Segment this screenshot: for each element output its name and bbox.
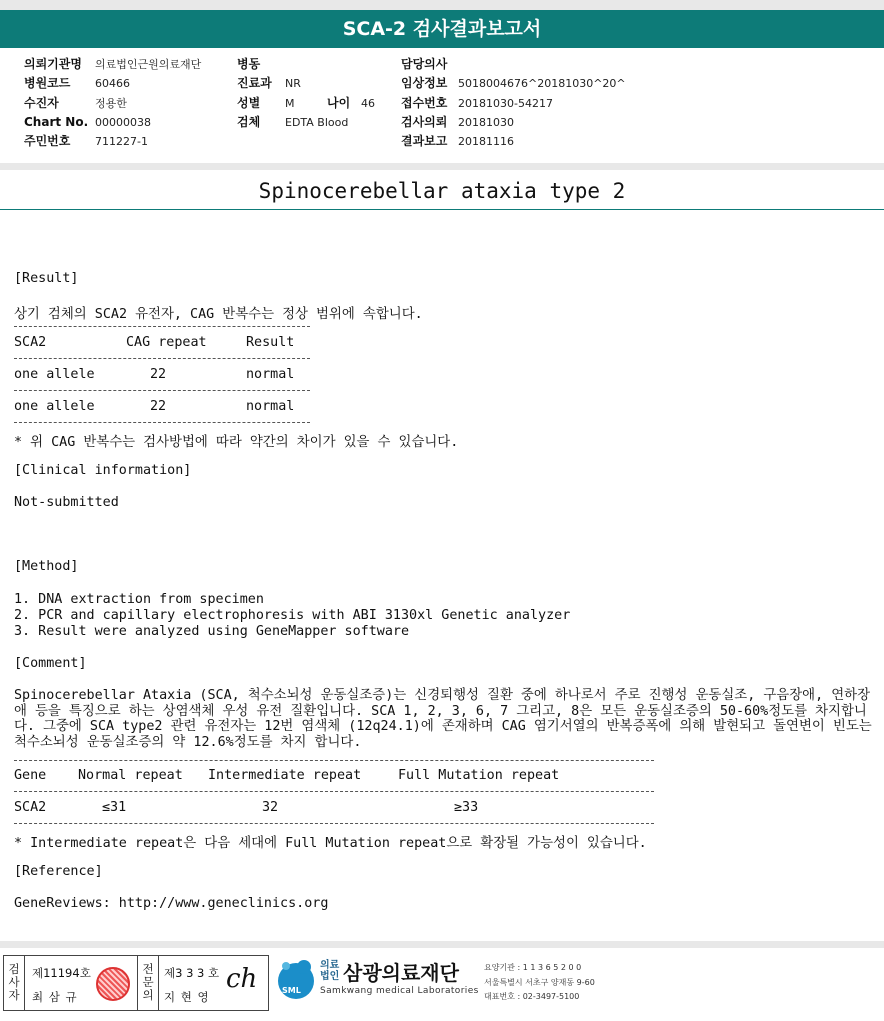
specimen-label: 검체 bbox=[237, 114, 261, 129]
clinical-heading: [Clinical information] bbox=[14, 463, 192, 478]
table-divider bbox=[14, 791, 654, 792]
clinical-text: Not-submitted bbox=[14, 495, 119, 510]
info-column-3 bbox=[401, 55, 626, 151]
contact-line-3: 대표번호 : 02-3497-5100 bbox=[484, 992, 580, 1001]
clinical-info-value: 5018004676^20181030^20^ bbox=[458, 77, 626, 91]
logo-english: Samkwang medical Laboratories bbox=[320, 986, 479, 996]
sex-label: 성별 bbox=[237, 95, 261, 110]
seal-stamp-icon bbox=[96, 967, 130, 1001]
result-row2-result: normal bbox=[246, 399, 295, 414]
sig-divider bbox=[158, 956, 159, 1010]
age-value: 46 bbox=[361, 96, 375, 110]
doctor-label: 담당의사 bbox=[401, 57, 448, 71]
reviewer-number: 제3 3 3 호 bbox=[164, 966, 220, 980]
info-column-2 bbox=[237, 55, 375, 132]
table-divider bbox=[14, 390, 310, 391]
result-row2-repeat: 22 bbox=[150, 399, 167, 414]
result-row1-allele: one allele bbox=[14, 367, 95, 382]
comment-col-gene: Gene bbox=[14, 768, 47, 783]
method-item-3: 3. Result were analyzed using GeneMapper software bbox=[14, 624, 410, 639]
comment-row-full: ≥33 bbox=[454, 800, 479, 815]
age-label: 나이 bbox=[327, 95, 351, 110]
table-divider bbox=[14, 358, 310, 359]
result-summary: 상기 검체의 SCA2 유전자, CAG 반복수는 정상 범위에 속합니다. bbox=[14, 307, 423, 322]
logo-badge-text: SML bbox=[282, 986, 301, 995]
comment-row-normal: ≤31 bbox=[102, 800, 127, 815]
request-date-label: 검사의뢰 bbox=[401, 114, 448, 129]
table-divider bbox=[14, 422, 310, 423]
comment-note: * Intermediate repeat은 다음 세대에 Full Mutation repeat으로 확장될 가능성이 있습니다. bbox=[14, 836, 647, 851]
signature-box bbox=[3, 955, 269, 1011]
test-name-underline bbox=[0, 209, 884, 210]
resident-no-value: 711227-1 bbox=[95, 135, 148, 149]
chart-no-value: 00000038 bbox=[95, 115, 151, 129]
comment-col-full: Full Mutation repeat bbox=[398, 768, 560, 783]
comment-paragraph: Spinocerebellar Ataxia (SCA, 척수소뇌성 운동실조증)는 신경퇴행성 질환 중에 하나로서 주로 진행성 운동실조, 구음장애, 연하장애 등을 특징으로 하는 상염색체 우성 유전 질환입니다. SCA 1, 2, 3, 6, 7 그리고, 8은 모든 운동실조증의 50-60%정도를 차지합니다. 그중에 SCA type2 관련 유전자는 12번 염색체 (12q24.1)에 존재하며 CAG 염기서열의 반복증폭에 의해 발현되고 돌연변이 빈도는 척수소뇌성 운동실조증의 약 12.6%정도를 차지 합니다. bbox=[14, 688, 872, 750]
logo-prefix-1: 의료 bbox=[320, 960, 340, 971]
comment-row-gene: SCA2 bbox=[14, 800, 47, 815]
top-bar bbox=[0, 0, 884, 10]
table-divider bbox=[14, 326, 310, 327]
reviewer-label: 전 문 의 bbox=[142, 962, 154, 1002]
report-title: SCA-2 검사결과보고서 bbox=[0, 10, 884, 48]
result-row1-result: normal bbox=[246, 367, 295, 382]
receipt-no-label: 접수번호 bbox=[401, 95, 448, 110]
hospital-code-label: 병원코드 bbox=[24, 76, 71, 91]
request-date-value: 20181030 bbox=[458, 115, 514, 129]
sex-value: M bbox=[285, 96, 295, 110]
sig-divider bbox=[137, 956, 138, 1010]
tester-label: 검 사 자 bbox=[8, 962, 20, 1002]
comment-col-intermediate: Intermediate repeat bbox=[208, 768, 362, 783]
result-row1-repeat: 22 bbox=[150, 367, 167, 382]
hospital-value: 의료법인근원의료재단 bbox=[95, 58, 202, 71]
signature-mark: ch bbox=[226, 964, 258, 994]
logo-name: 삼광의료재단 bbox=[343, 961, 459, 985]
table-divider bbox=[14, 823, 654, 824]
result-row2-allele: one allele bbox=[14, 399, 95, 414]
table-divider bbox=[14, 760, 654, 761]
chart-no-label: Chart No. bbox=[24, 114, 89, 129]
method-item-2: 2. PCR and capillary electrophoresis with ABI 3130xl Genetic analyzer bbox=[14, 608, 571, 623]
hospital-label: 의뢰기관명 bbox=[24, 57, 82, 71]
reviewer-name: 지 현 영 bbox=[164, 990, 210, 1004]
comment-row-intermediate: 32 bbox=[262, 800, 279, 815]
report-date-label: 결과보고 bbox=[401, 134, 448, 149]
result-col-cag: CAG repeat bbox=[126, 335, 207, 350]
sig-divider bbox=[24, 956, 25, 1010]
contact-line-2: 서울특별시 서초구 양재동 9-60 bbox=[484, 978, 595, 987]
result-heading: [Result] bbox=[14, 271, 79, 286]
comment-col-normal: Normal repeat bbox=[78, 768, 183, 783]
report-date-value: 20181116 bbox=[458, 135, 514, 149]
info-column-1 bbox=[24, 55, 201, 151]
sml-logo-icon bbox=[274, 957, 318, 1001]
result-note: * 위 CAG 반복수는 검사방법에 따라 약간의 차이가 있을 수 있습니다. bbox=[14, 435, 459, 450]
department-label: 진료과 bbox=[237, 76, 272, 91]
department-value: NR bbox=[285, 77, 301, 91]
reference-text: GeneReviews: http://www.geneclinics.org bbox=[14, 896, 329, 911]
receipt-no-value: 20181030-54217 bbox=[458, 96, 553, 110]
comment-heading: [Comment] bbox=[14, 656, 87, 671]
tester-name: 최 삼 규 bbox=[32, 990, 78, 1004]
patient-value: 정용한 bbox=[95, 96, 127, 110]
patient-label: 수진자 bbox=[24, 95, 59, 110]
contact-line-1: 요양기관 : 1 1 3 6 5 2 0 0 bbox=[484, 963, 582, 972]
specimen-value: EDTA Blood bbox=[285, 115, 349, 129]
clinical-info-label: 임상정보 bbox=[401, 76, 448, 91]
method-item-1: 1. DNA extraction from specimen bbox=[14, 592, 264, 607]
hospital-code-value: 60466 bbox=[95, 77, 130, 91]
tester-number: 제11194호 bbox=[32, 966, 91, 980]
reference-heading: [Reference] bbox=[14, 864, 103, 879]
result-col-gene: SCA2 bbox=[14, 335, 47, 350]
result-col-result: Result bbox=[246, 335, 295, 350]
test-name: Spinocerebellar ataxia type 2 bbox=[258, 179, 626, 203]
logo-prefix-2: 법인 bbox=[320, 971, 340, 982]
resident-no-label: 주민번호 bbox=[24, 134, 71, 149]
footer-divider bbox=[0, 941, 884, 948]
method-heading: [Method] bbox=[14, 559, 79, 574]
ward-label: 병동 bbox=[237, 57, 261, 71]
section-divider bbox=[0, 163, 884, 170]
